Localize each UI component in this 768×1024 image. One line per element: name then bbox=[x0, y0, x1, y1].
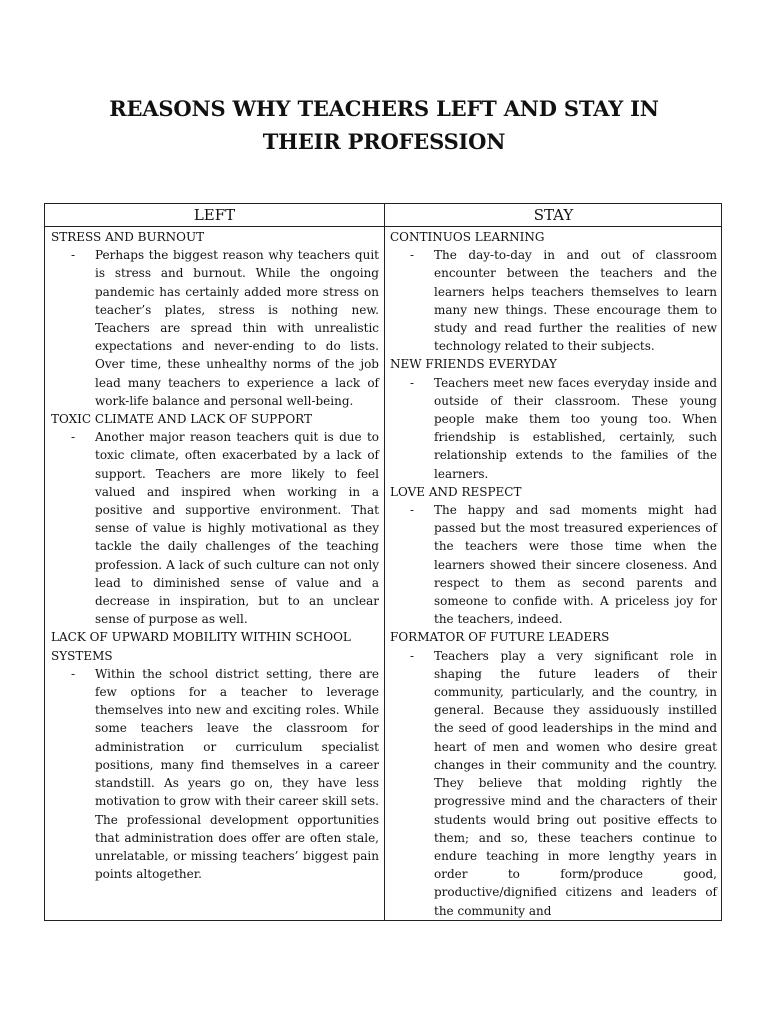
left-section-bullet bbox=[51, 246, 379, 410]
left-section-body: Another major reason teachers quit is due to toxic climate, often exacerbated by a lack of support. Teachers are more likely to feel valued and inspired when working in a positive and supportive environment. That sense of value is highly motivational as they tackle the daily challenges of the teaching profession. A lack of such culture can not only lead to diminished sense of value and a decrease in inspiration, but to an unclear sense of purpose as well. bbox=[95, 430, 379, 627]
bullet-dash: - bbox=[410, 248, 415, 263]
document-title bbox=[0, 92, 768, 158]
stay-section-bullet bbox=[390, 374, 717, 483]
stay-section-body: The happy and sad moments might had passed but the most treasured experiences of the teachers were those time when the learners showed their sincere closeness. And respect to them as second parents and someone to confide with. A priceless joy for the teachers, indeed. bbox=[434, 503, 717, 627]
left-column bbox=[51, 228, 379, 883]
left-section-body: Within the school district setting, there are few options for a teacher to leverage themselves into new and exciting roles. While some teachers leave the classroom for administration or curriculum specialist positions, many find themselves in a career standstill. As years go on, they have less motivation to grow with their career skill sets. The professional development opportunities that administration does offer are often stale, unrelatable, or missing teachers’ biggest pain points altogether. bbox=[95, 666, 379, 882]
bullet-dash: - bbox=[410, 375, 415, 390]
stay-column bbox=[390, 228, 717, 920]
bullet-dash: - bbox=[71, 248, 76, 263]
left-column-header: LEFT bbox=[193, 206, 236, 224]
title-line-1: REASONS WHY TEACHERS LEFT AND STAY IN bbox=[109, 96, 659, 121]
left-section-body: Perhaps the biggest reason why teachers quit is stress and burnout. While the ongoing pandemic has certainly added more stress on teacher’s plates, stress is nothing new. Teachers are spread thin with unrealistic expectations and never-ending to do lists. Over time, these unhealthy norms of the job lead many teachers to experience a lack of work-life balance and personal well-being. bbox=[95, 248, 379, 408]
stay-section-bullet bbox=[390, 647, 717, 920]
left-section-heading: STRESS AND BURNOUT bbox=[51, 230, 205, 244]
stay-section-bullet bbox=[390, 501, 717, 628]
title-line-2: THEIR PROFESSION bbox=[262, 129, 506, 154]
left-section-heading: LACK OF UPWARD MOBILITY WITHIN SCHOOL SYSTEMS bbox=[51, 630, 351, 663]
table-header-row bbox=[45, 204, 721, 227]
reasons-table bbox=[44, 203, 722, 921]
stay-column-header: STAY bbox=[533, 206, 574, 224]
bullet-dash: - bbox=[71, 430, 76, 445]
stay-section-heading: FORMATOR OF FUTURE LEADERS bbox=[390, 630, 610, 645]
stay-section-bullet bbox=[390, 246, 717, 355]
left-section-bullet bbox=[51, 428, 379, 628]
stay-section-heading: LOVE AND RESPECT bbox=[390, 484, 522, 499]
bullet-dash: - bbox=[71, 666, 76, 681]
column-divider bbox=[384, 204, 385, 920]
left-section-heading: TOXIC CLIMATE AND LACK OF SUPPORT bbox=[51, 412, 312, 427]
stay-section-body: Teachers play a very significant role in shaping the future leaders of their community, particularly, and the country, in general. Because they assiduously instilled the seed of good leaderships in the mind and heart of men and women who desire great changes in their community and the country. They believe that molding rightly the progressive mind and the characters of their students would bring out positive effects to them; and so, these teachers continue to endure teaching in more lengthy years in order to form/produce good, productive/dignified citizens and leaders of the community and bbox=[434, 648, 717, 918]
stay-section-heading: NEW FRIENDS EVERYDAY bbox=[390, 357, 557, 372]
stay-section-heading: CONTINUOS LEARNING bbox=[390, 230, 545, 244]
bullet-dash: - bbox=[410, 503, 415, 518]
stay-section-body: Teachers meet new faces everyday inside and outside of their classroom. These young people make them too young too. When friendship is established, certainly, such relationship extends to the families of the learners. bbox=[434, 375, 717, 481]
stay-section-body: The day-to-day in and out of classroom encounter between the teachers and the learners helps teachers themselves to learn many new things. These encourage them to study and read further the realities of new technology related to their subjects. bbox=[434, 248, 717, 354]
bullet-dash: - bbox=[410, 648, 415, 663]
left-section-bullet bbox=[51, 665, 379, 883]
